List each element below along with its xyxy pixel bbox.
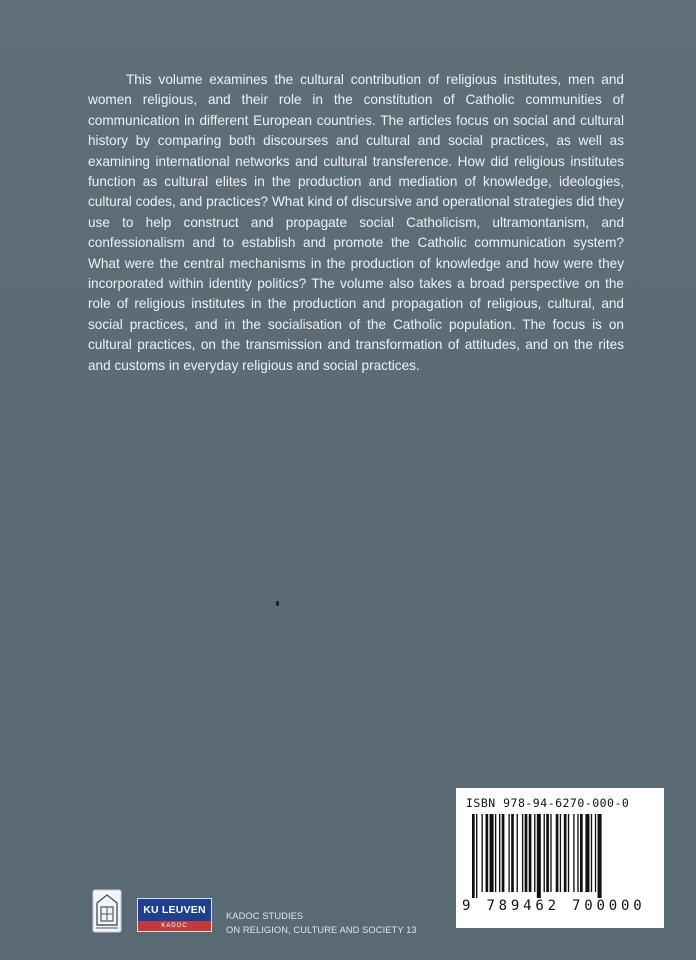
series-line-2: ON RELIGION, CULTURE AND SOCIETY 13	[226, 925, 417, 935]
print-speck	[276, 601, 279, 606]
barcode-bars	[472, 814, 648, 898]
barcode-panel	[456, 788, 664, 928]
ku-leuven-logo	[137, 898, 212, 932]
ku-leuven-sub: KADOC	[138, 921, 211, 931]
series-title	[226, 909, 417, 937]
kadoc-seal-icon	[92, 889, 122, 933]
isbn-label: ISBN 978-94-6270-000-0	[466, 796, 630, 810]
ku-leuven-name: KU LEUVEN	[143, 904, 206, 916]
barcode-digits: 9 789462 700000	[462, 898, 646, 914]
series-line-1: KADOC STUDIES	[226, 911, 304, 921]
cover-blurb: This volume examines the cultural contribution of religious institutes, men and women religious, and their role in the constitution of Catholic communities of communication in different European countries. The articles focus on social and cultural history by comparing both discourses and cultural and social practices, as well as examining international networks and cultural transference. How did religious institutes function as cultural elites in the production and mediation of knowledge, ideologies, cultural codes, and practices? What kind of discursive and operational strategies did they use to help construct and propagate social Catholicism, ultramontanism, and confessionalism and to establish and promote the Catholic communication system? What were the central mechanisms in the production of knowledge and how were they incorporated within identity politics? The volume also takes a broad perspective on the role of religious institutes in the production and propagation of religious, cultural, and social practices, and in the socialisation of the Catholic population. The focus is on cultural practices, on the transmission and transformation of attitudes, and on the rites and customs in everyday religious and social practices.	[88, 72, 624, 373]
